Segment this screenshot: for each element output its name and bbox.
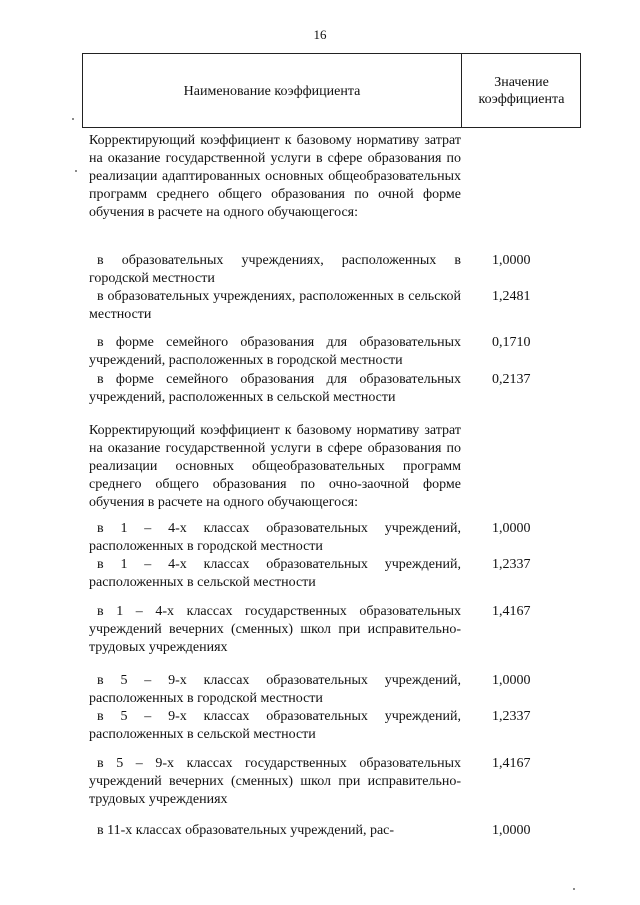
scan-speck xyxy=(573,888,575,890)
section1-row-value: 1,0000 xyxy=(492,253,531,268)
section1-row-value: 0,2137 xyxy=(492,372,531,387)
section2-row-text: в 1 – 4-х классах образовательных учреждений, расположенных в городской местности xyxy=(89,521,461,554)
section2-row-value: 1,2337 xyxy=(492,709,531,724)
section2-row-text: в 11-х классах образовательных учреждений, рас- xyxy=(97,823,395,838)
header-value-line1: Значение xyxy=(494,75,549,90)
scan-speck xyxy=(75,170,77,172)
section1-row-text: в образовательных учреждениях, расположенных в городской местности xyxy=(89,253,461,286)
header-value-line2: коэффициента xyxy=(478,92,565,107)
section2-row-value: 1,2337 xyxy=(492,557,531,572)
header-coefficient-name: Наименование коэффициента xyxy=(183,84,361,99)
page-number: 16 xyxy=(313,27,327,42)
section2-intro: Корректирующий коэффициент к базовому нормативу затрат на оказание государственной услуги в сфере образования по реализации основных общеобразовательных программ среднего общего образования по очно-заочной форме обучения в расчете на одного обучающегося: xyxy=(89,423,461,510)
section2-row-text: в 5 – 9-х классах государственных образовательных учреждений вечерних (сменных) школ при исправительно-трудовых учреждениях xyxy=(89,756,461,807)
section2-row-text: в 5 – 9-х классах образовательных учреждений, расположенных в городской местности xyxy=(89,673,461,706)
section1-row-text: в форме семейного образования для образовательных учреждений, расположенных в сельской местности xyxy=(89,372,461,405)
section1-row-value: 1,2481 xyxy=(492,289,531,304)
scan-speck xyxy=(72,118,74,120)
section1-row-value: 0,1710 xyxy=(492,335,531,350)
section1-intro: Корректирующий коэффициент к базовому нормативу затрат на оказание государственной услуги в сфере образования по реализации адаптированных основных общеобразовательных программ среднего общего образования по очной форме обучения в расчете на одного обучающегося: xyxy=(89,133,461,220)
section1-row-text: в форме семейного образования для образовательных учреждений, расположенных в городской местности xyxy=(89,335,461,368)
section2-row-value: 1,0000 xyxy=(492,521,531,536)
section2-row-text: в 5 – 9-х классах образовательных учреждений, расположенных в сельской местности xyxy=(89,709,461,742)
section1-row-text: в образовательных учреждениях, расположенных в сельской местности xyxy=(89,289,461,322)
section2-row-text: в 1 – 4-х классах образовательных учреждений, расположенных в сельской местности xyxy=(89,557,461,590)
section2-row-value: 1,0000 xyxy=(492,823,531,838)
section2-row-value: 1,4167 xyxy=(492,756,531,771)
section2-row-value: 1,0000 xyxy=(492,673,531,688)
section2-row-text: в 1 – 4-х классах государственных образовательных учреждений вечерних (сменных) школ при исправительно-трудовых учреждениях xyxy=(89,604,461,655)
section2-row-value: 1,4167 xyxy=(492,604,531,619)
header-coefficient-value xyxy=(462,74,581,108)
